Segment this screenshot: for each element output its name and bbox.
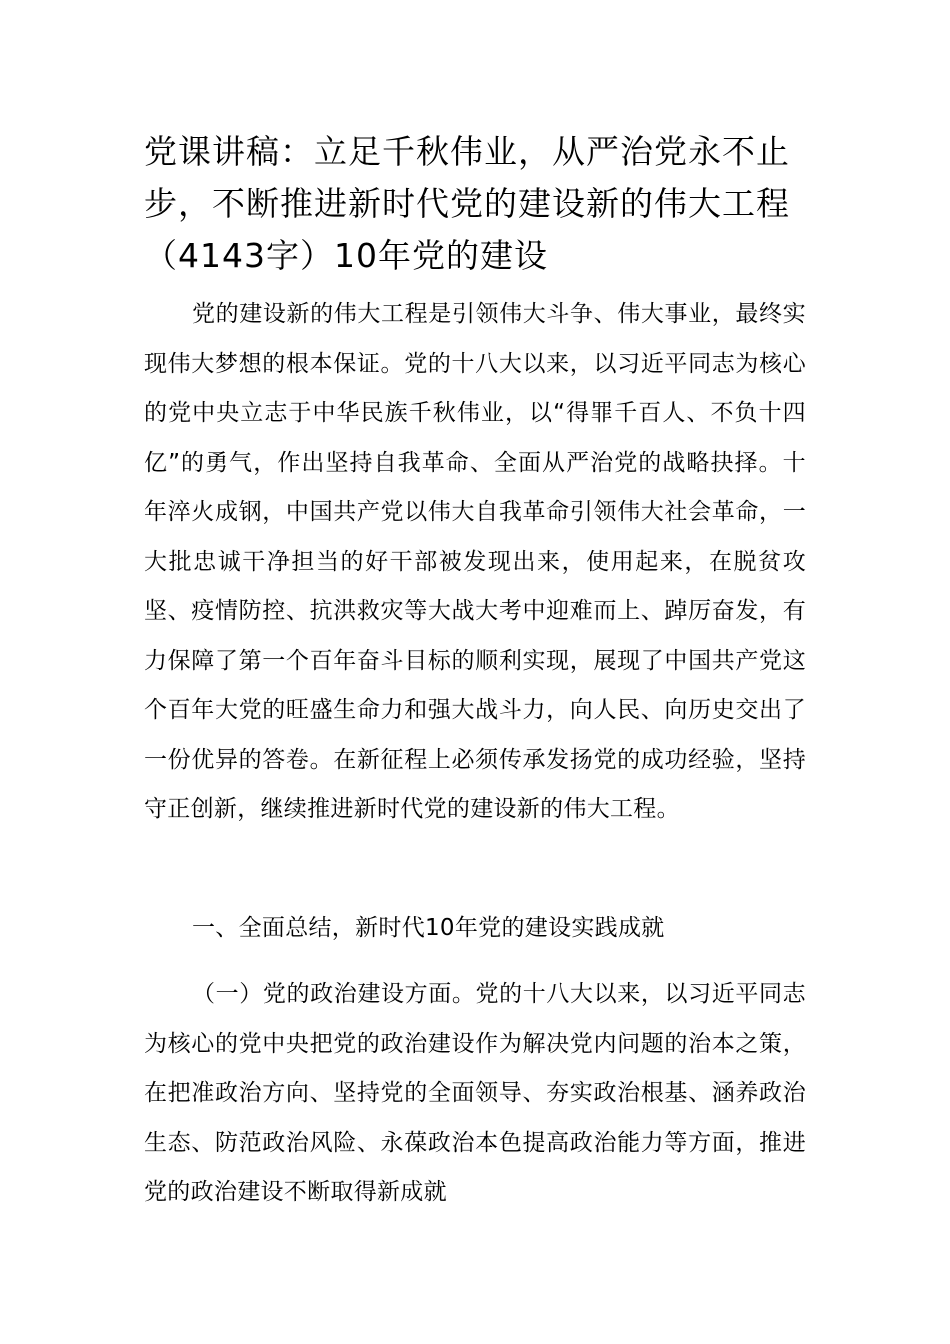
section-heading: 一、全面总结，新时代10年党的建设实践成就 xyxy=(192,915,665,941)
document-title: 党课讲稿：立足千秋伟业，从严治党永不止步，不断推进新时代党的建设新的伟大工程（4143字）10年党的建设 xyxy=(144,132,790,275)
subsection-paragraph: （一）党的政治建设方面。党的十八大以来，以习近平同志为核心的党中央把党的政治建设作为解决党内问题的治本之策，在把准政治方向、坚持党的全面领导、夯实政治根基、涵养政治生态、防范政治风险、永葆政治本色提高政治能力等方面，推进党的政治建设不断取得新成就 xyxy=(144,981,806,1205)
intro-paragraph: 党的建设新的伟大工程是引领伟大斗争、伟大事业，最终实现伟大梦想的根本保证。党的十八大以来，以习近平同志为核心的党中央立志于中华民族千秋伟业，以“得罪千百人、不负十四亿”的勇气，作出坚持自我革命、全面从严治党的战略抉择。十年淬火成钢，中国共产党以伟大自我革命引领伟大社会革命，一大批忠诚干净担当的好干部被发现出来，使用起来，在脱贫攻坚、疫情防控、抗洪救灾等大战大考中迎难而上、踔厉奋发，有力保障了第一个百年奋斗目标的顺利实现，展现了中国共产党这个百年大党的旺盛生命力和强大战斗力，向人民、向历史交出了一份优异的答卷。在新征程上必须传承发扬党的成功经验，坚持守正创新，继续推进新时代党的建设新的伟大工程。 xyxy=(144,301,806,822)
